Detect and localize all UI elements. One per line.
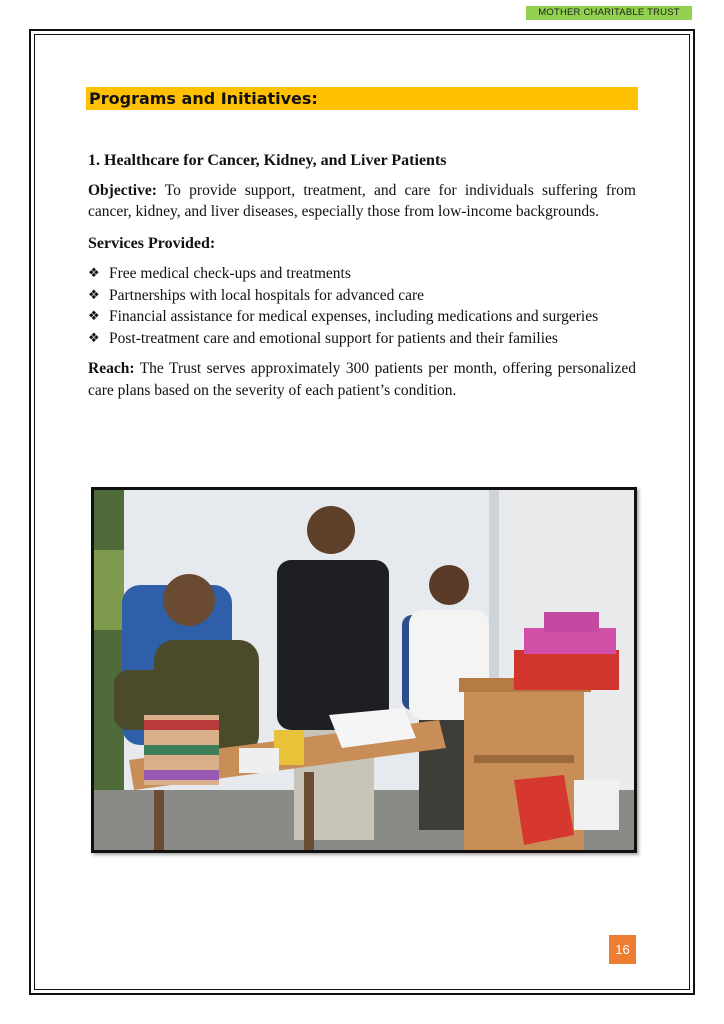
reach-label: Reach: [88, 360, 135, 377]
objective-text: To provide support, treatment, and care for individuals suffering from cancer, kidney, and liver diseases, especially those from low-income backgrounds. [88, 181, 636, 220]
service-text: Free medical check-ups and treatments [109, 265, 351, 282]
program-content [88, 150, 636, 411]
list-item [88, 328, 636, 350]
diamond-bullet-icon: ❖ [88, 309, 100, 324]
program-heading: 1. Healthcare for Cancer, Kidney, and Liver Patients [88, 152, 447, 169]
service-text: Post-treatment care and emotional support for patients and their families [109, 329, 558, 347]
page-number-badge: 16 [609, 935, 636, 964]
reach-text: The Trust serves approximately 300 patients per month, offering personalized care plans based on the severity of each patient’s condition. [88, 360, 636, 399]
diamond-bullet-icon: ❖ [88, 330, 100, 346]
services-list [88, 263, 636, 349]
section-title: Programs and Initiatives: [86, 87, 638, 110]
photo-illustration [94, 490, 634, 850]
services-heading: Services Provided: [88, 234, 216, 252]
reach-paragraph [88, 358, 636, 401]
list-item [88, 306, 636, 328]
list-item [88, 263, 636, 285]
program-photo [91, 487, 637, 853]
service-text: Financial assistance for medical expenses, including medications and surgeries [109, 308, 599, 325]
diamond-bullet-icon: ❖ [88, 287, 100, 303]
service-text: Partnerships with local hospitals for advanced care [109, 286, 425, 304]
diamond-bullet-icon: ❖ [88, 266, 100, 281]
objective-paragraph [88, 180, 636, 223]
objective-label: Objective: [88, 181, 157, 199]
org-name-tag: MOTHER CHARITABLE TRUST [526, 6, 692, 20]
list-item [88, 285, 636, 307]
